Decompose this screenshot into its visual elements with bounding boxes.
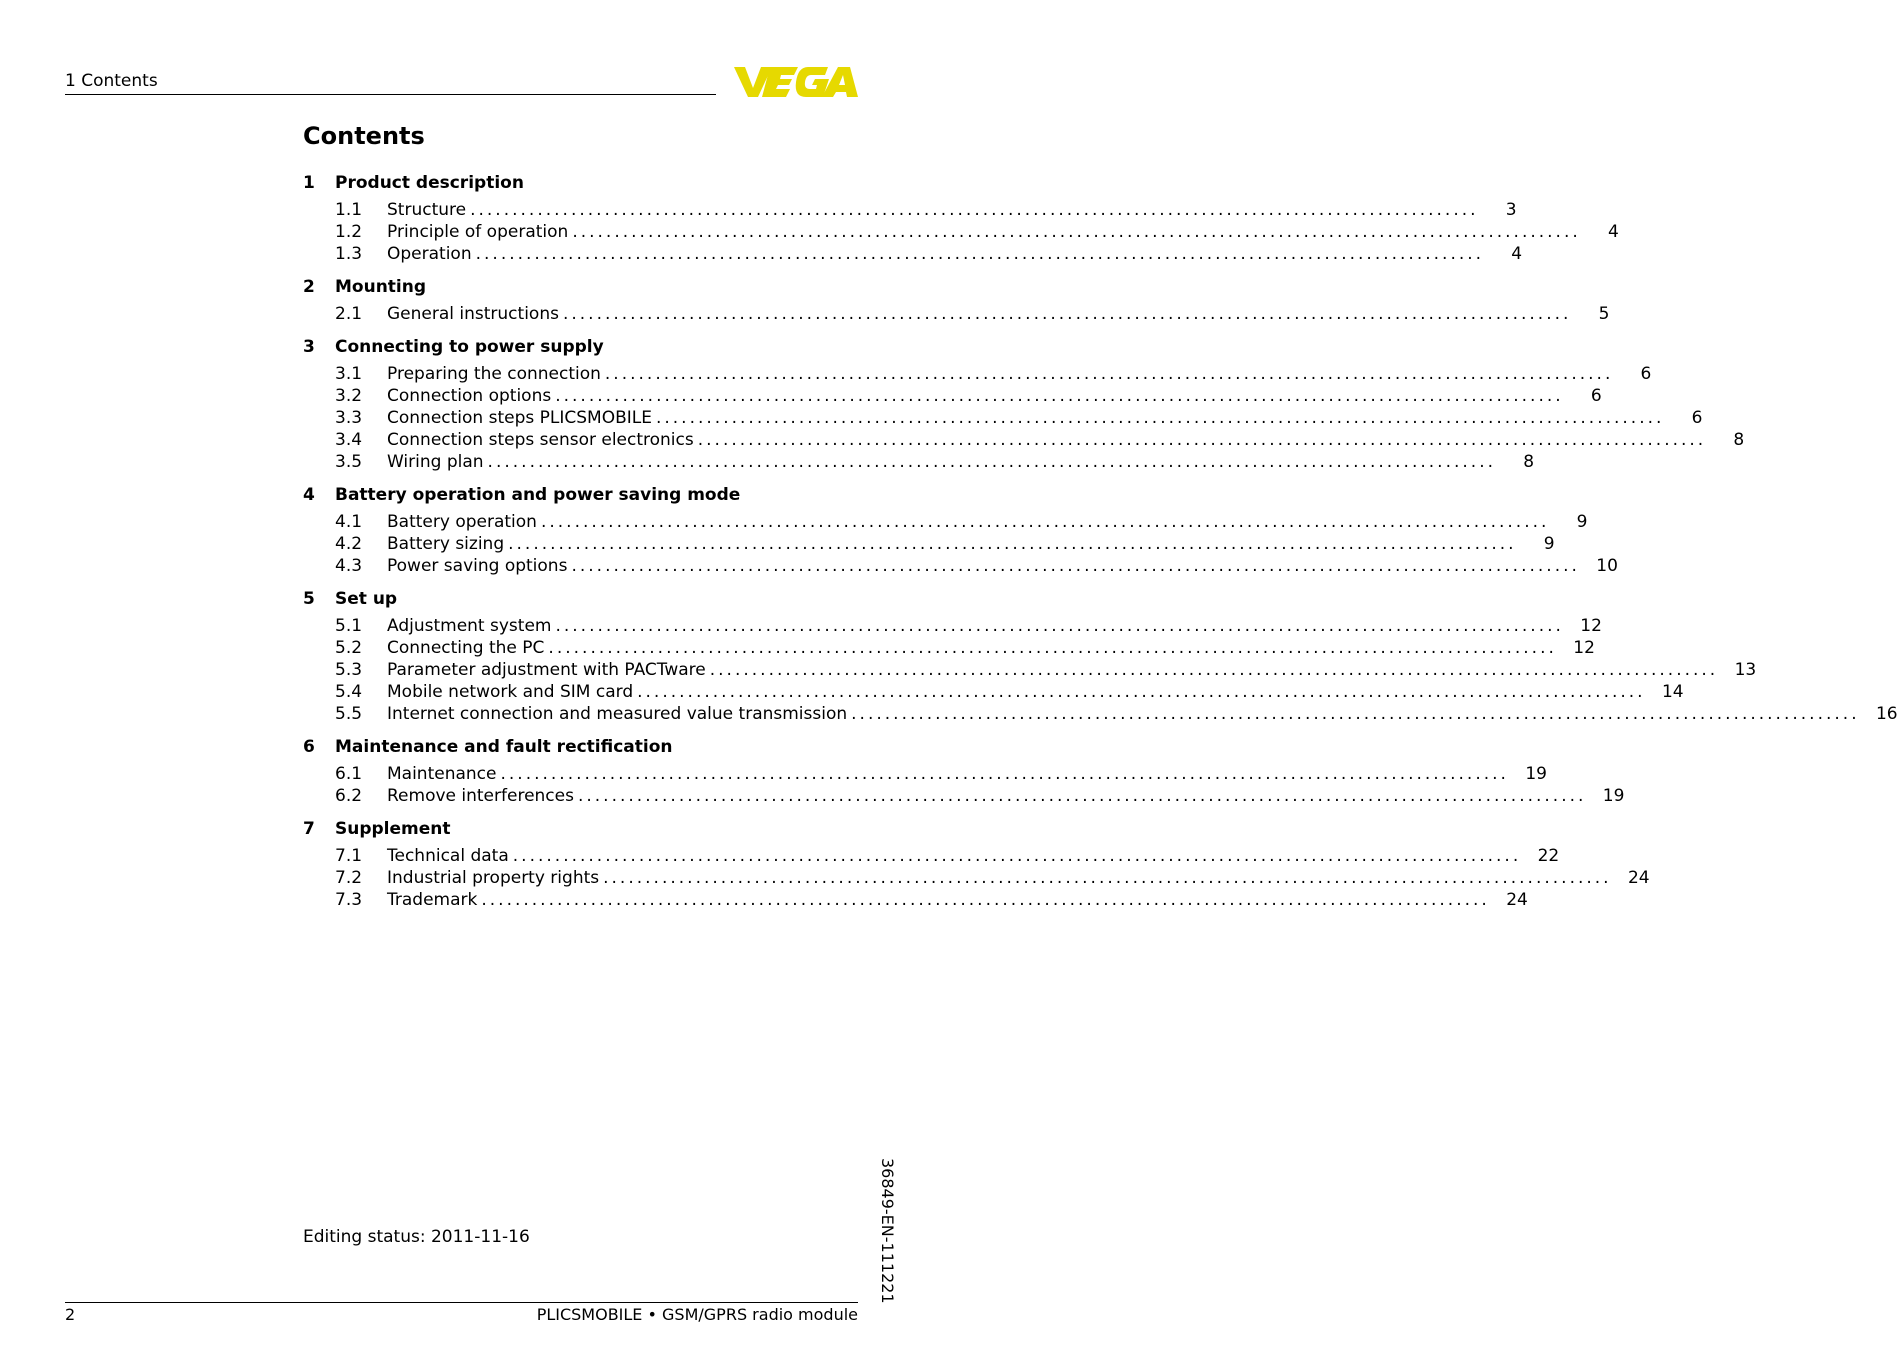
entry-title: Trademark [387, 890, 478, 910]
entry-title: Principle of operation [387, 222, 569, 242]
entry-title: Internet connection and measured value transmission [387, 704, 848, 724]
entry-title: Remove interferences [387, 786, 574, 806]
entry-page: 19 [1602, 786, 1625, 806]
toc-chapter [303, 483, 1618, 577]
entry-title-wrap [387, 615, 1564, 637]
chapter-number: 5 [303, 589, 315, 609]
entry-title-wrap [387, 385, 1564, 407]
dot-leader: ........................................................................................................................ [481, 890, 1490, 910]
page-title: Contents [303, 122, 425, 150]
entry-page: 6 [1691, 408, 1703, 428]
entry-title: Connection options [387, 386, 552, 406]
entry-number: 5.2 [335, 638, 363, 658]
toc-entry[interactable] [303, 703, 1898, 725]
entry-title: Mobile network and SIM card [387, 682, 634, 702]
entry-number: 4.1 [335, 512, 363, 532]
entry-title-wrap [387, 637, 1557, 659]
entry-page: 12 [1573, 638, 1595, 658]
dot-leader: ........................................................................................................................ [500, 764, 1509, 784]
entry-page: 22 [1537, 846, 1560, 866]
entry-title: Adjustment system [387, 616, 552, 636]
toc-entry[interactable] [303, 889, 1528, 911]
dot-leader: ........................................................................................................................ [604, 364, 1614, 384]
toc-entry[interactable] [303, 385, 1602, 407]
entry-title-wrap [387, 199, 1479, 221]
entry-title: Connecting the PC [387, 638, 545, 658]
toc-chapter [303, 735, 1625, 807]
entry-number: 5.5 [335, 704, 363, 724]
chapter-title: Product description [335, 173, 524, 193]
document-code: 36849-EN-111221 [878, 1158, 897, 1304]
entry-page: 14 [1661, 682, 1684, 702]
entry-title-wrap [387, 363, 1613, 385]
entry-number: 6.1 [335, 764, 363, 784]
dot-leader: ........................................................................................................................ [709, 660, 1719, 680]
entry-page: 4 [1511, 244, 1523, 264]
toc-entry[interactable] [303, 511, 1588, 533]
entry-title-wrap [387, 243, 1484, 265]
toc-entry[interactable] [303, 533, 1555, 555]
entry-number: 1.2 [335, 222, 363, 242]
chapter-title: Maintenance and fault rectification [335, 737, 673, 757]
entry-number: 1.1 [335, 200, 363, 220]
page-number: 2 [65, 1305, 76, 1324]
dot-leader: ........................................................................................................................ [475, 244, 1485, 264]
dot-leader: ........................................................................................................................ [470, 200, 1479, 220]
dot-leader: ........................................................................................................................ [577, 786, 1587, 806]
entry-number: 2.1 [335, 304, 363, 324]
toc-chapter-heading[interactable] [303, 171, 858, 195]
entry-title: Preparing the connection [387, 364, 601, 384]
dot-leader: ........................................................................................................................ [562, 304, 1572, 324]
entry-title-wrap [387, 659, 1718, 681]
entry-number: 4.2 [335, 534, 363, 554]
toc-chapter [303, 817, 1650, 911]
entry-number: 3.2 [335, 386, 363, 406]
entry-number: 5.4 [335, 682, 363, 702]
toc-entry[interactable] [303, 615, 1602, 637]
entry-title: Battery operation [387, 512, 537, 532]
entry-title: Wiring plan [387, 452, 484, 472]
entry-page: 4 [1607, 222, 1619, 242]
toc-entry[interactable] [303, 429, 1745, 451]
entry-number: 6.2 [335, 786, 363, 806]
dot-leader: ........................................................................................................................ [851, 704, 1860, 724]
footer-rule [65, 1302, 858, 1303]
entry-page: 3 [1505, 200, 1517, 220]
chapter-number: 3 [303, 337, 315, 357]
toc-chapter [303, 171, 1619, 265]
entry-title-wrap [387, 511, 1549, 533]
entry-number: 7.1 [335, 846, 363, 866]
entry-page: 24 [1627, 868, 1650, 888]
chapter-number: 7 [303, 819, 315, 839]
dot-leader: ........................................................................................................................ [572, 222, 1581, 242]
entry-page: 19 [1525, 764, 1547, 784]
entry-title-wrap [387, 681, 1646, 703]
entry-number: 3.4 [335, 430, 363, 450]
header-rule [65, 94, 716, 95]
toc-chapter-heading[interactable] [303, 817, 858, 841]
entry-page: 24 [1506, 890, 1528, 910]
chapter-title: Connecting to power supply [335, 337, 604, 357]
chapter-title: Supplement [335, 819, 451, 839]
chapter-number: 6 [303, 737, 315, 757]
entry-page: 6 [1640, 364, 1652, 384]
vega-logo [734, 64, 858, 100]
toc-entry[interactable] [303, 845, 1560, 867]
toc-entry[interactable] [303, 303, 1610, 325]
entry-page: 9 [1576, 512, 1588, 532]
entry-title-wrap [387, 533, 1517, 555]
entry-title: Power saving options [387, 556, 568, 576]
chapter-number: 1 [303, 173, 315, 193]
entry-number: 3.1 [335, 364, 363, 384]
toc-entry[interactable] [303, 243, 1523, 265]
entry-page: 8 [1733, 430, 1745, 450]
entry-number: 3.5 [335, 452, 363, 472]
editing-status: Editing status: 2011-11-16 [303, 1227, 530, 1247]
dot-leader: ........................................................................................................................ [508, 534, 1517, 554]
entry-title: Connection steps PLICSMOBILE [387, 408, 652, 428]
toc-entry[interactable] [303, 363, 1652, 385]
toc-chapter [303, 275, 1610, 325]
entry-number: 4.3 [335, 556, 363, 576]
entry-page: 6 [1590, 386, 1602, 406]
entry-number: 3.3 [335, 408, 363, 428]
dot-leader: ........................................................................................................................ [487, 452, 1497, 472]
dot-leader: ........................................................................................................................ [603, 868, 1612, 888]
toc-chapter-heading[interactable] [303, 483, 858, 507]
toc-chapter-heading[interactable] [303, 735, 858, 759]
entry-title: Operation [387, 244, 472, 264]
toc-entry[interactable] [303, 451, 1535, 473]
dot-leader: ........................................................................................................................ [540, 512, 1550, 532]
dot-leader: ........................................................................................................................ [637, 682, 1646, 702]
toc-entry[interactable] [303, 785, 1625, 807]
chapter-title: Battery operation and power saving mode [335, 485, 741, 505]
running-header: 1 Contents [65, 71, 158, 91]
entry-page: 10 [1596, 556, 1618, 576]
entry-title-wrap [387, 221, 1581, 243]
entry-title: Battery sizing [387, 534, 505, 554]
dot-leader: ........................................................................................................................ [512, 846, 1522, 866]
entry-title-wrap [387, 407, 1664, 429]
toc-entry[interactable] [303, 867, 1650, 889]
footer-title: PLICSMOBILE • GSM/GPRS radio module [536, 1305, 858, 1324]
entry-title: Maintenance [387, 764, 497, 784]
entry-title-wrap [387, 889, 1490, 911]
entry-title-wrap [387, 763, 1509, 785]
entry-number: 5.1 [335, 616, 363, 636]
table-of-contents [303, 171, 1898, 921]
entry-number: 1.3 [335, 244, 363, 264]
chapter-title: Set up [335, 589, 398, 609]
dot-leader: ........................................................................................................................ [655, 408, 1665, 428]
entry-title: Connection steps sensor electronics [387, 430, 694, 450]
toc-entry[interactable] [303, 221, 1619, 243]
dot-leader: ........................................................................................................................ [697, 430, 1707, 450]
chapter-title: Mounting [335, 277, 427, 297]
toc-chapter [303, 335, 1745, 473]
entry-page: 9 [1543, 534, 1555, 554]
dot-leader: ........................................................................................................................ [555, 616, 1564, 636]
toc-entry[interactable] [303, 199, 1517, 221]
vega-logo-letters [734, 67, 858, 97]
toc-chapter-heading[interactable] [303, 275, 858, 299]
entry-title-wrap [387, 703, 1860, 725]
chapter-number: 4 [303, 485, 315, 505]
entry-title: Structure [387, 200, 467, 220]
entry-title-wrap [387, 845, 1521, 867]
entry-title-wrap [387, 555, 1580, 577]
entry-number: 7.2 [335, 868, 363, 888]
entry-number: 5.3 [335, 660, 363, 680]
toc-entry[interactable] [303, 763, 1547, 785]
entry-title: Technical data [387, 846, 509, 866]
entry-title: Industrial property rights [387, 868, 600, 888]
toc-entry[interactable] [303, 681, 1684, 703]
toc-chapter-heading[interactable] [303, 335, 858, 359]
toc-chapter-heading[interactable] [303, 587, 858, 611]
toc-chapter [303, 587, 1898, 725]
entry-page: 8 [1523, 452, 1535, 472]
entry-title-wrap [387, 451, 1496, 473]
chapter-number: 2 [303, 277, 315, 297]
toc-entry[interactable] [303, 407, 1703, 429]
toc-entry[interactable] [303, 637, 1595, 659]
entry-page: 16 [1875, 704, 1898, 724]
toc-entry[interactable] [303, 659, 1757, 681]
entry-title: General instructions [387, 304, 559, 324]
entry-number: 7.3 [335, 890, 363, 910]
dot-leader: ........................................................................................................................ [571, 556, 1580, 576]
entry-page: 13 [1734, 660, 1757, 680]
dot-leader: ........................................................................................................................ [555, 386, 1564, 406]
toc-entry[interactable] [303, 555, 1618, 577]
entry-title-wrap [387, 429, 1706, 451]
entry-title: Parameter adjustment with PACTware [387, 660, 706, 680]
dot-leader: ........................................................................................................................ [548, 638, 1557, 658]
entry-page: 5 [1598, 304, 1610, 324]
entry-title-wrap [387, 303, 1571, 325]
entry-title-wrap [387, 785, 1586, 807]
entry-page: 12 [1580, 616, 1602, 636]
entry-title-wrap [387, 867, 1612, 889]
